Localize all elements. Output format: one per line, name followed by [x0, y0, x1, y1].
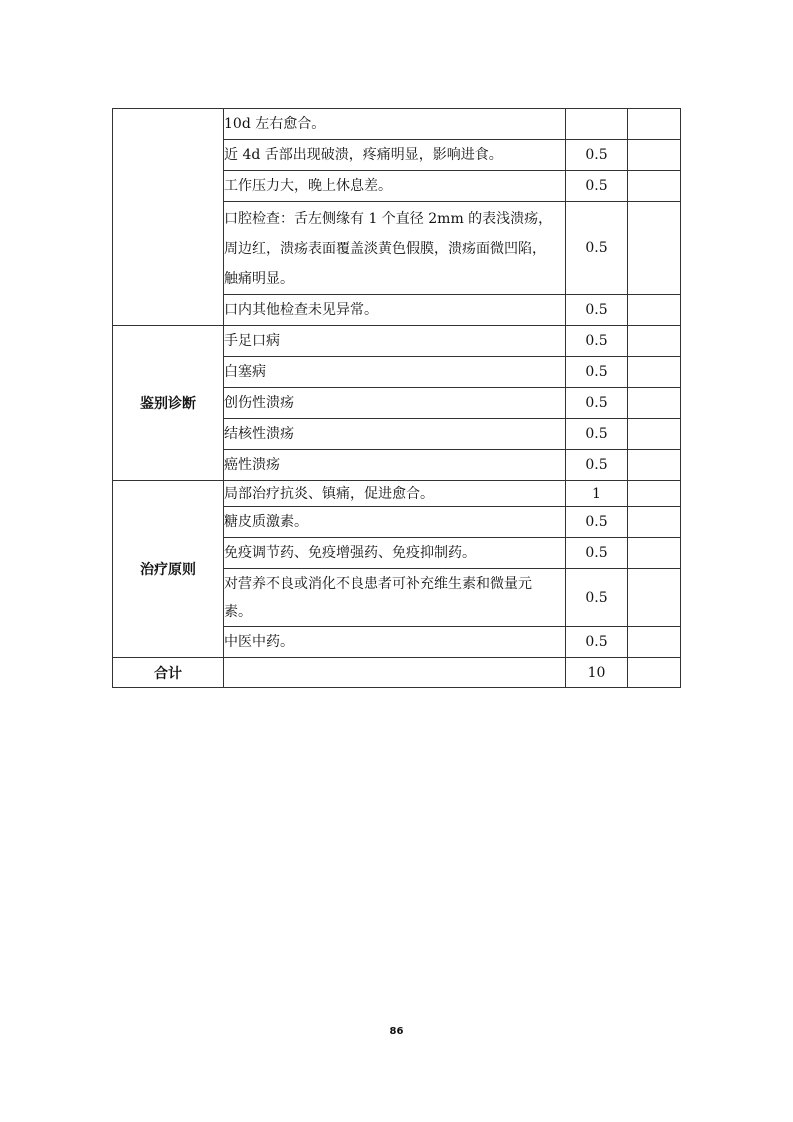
total-row — [113, 658, 681, 688]
item-score: 0.5 — [566, 326, 628, 357]
item-score: 0.5 — [566, 507, 628, 538]
item-score: 1 — [566, 481, 628, 507]
actual-score-cell — [628, 419, 681, 450]
section-title-treatment: 治疗原则 — [113, 481, 224, 658]
actual-score-cell — [628, 357, 681, 388]
actual-score-cell — [628, 109, 681, 140]
item-score: 0.5 — [566, 419, 628, 450]
actual-score-cell — [628, 202, 681, 295]
table-row — [113, 109, 681, 140]
actual-score-cell — [628, 140, 681, 171]
item-text: 中医中药。 — [224, 627, 566, 658]
total-label: 合计 — [113, 658, 224, 688]
item-score: 0.5 — [566, 295, 628, 326]
section-title-differential: 鉴别诊断 — [113, 326, 224, 481]
item-text: 癌性溃疡 — [224, 450, 566, 481]
item-score: 0.5 — [566, 569, 628, 627]
item-text: 糖皮质激素。 — [224, 507, 566, 538]
total-score: 10 — [566, 658, 628, 688]
item-text: 口腔检查：舌左侧缘有 1 个直径 2mm 的表浅溃疡，周边红，溃疡表面覆盖淡黄色假膜，溃疡面微凹陷，触痛明显。 — [224, 202, 566, 295]
item-score: 0.5 — [566, 450, 628, 481]
actual-score-cell — [628, 326, 681, 357]
actual-score-cell — [628, 388, 681, 419]
actual-score-cell — [628, 569, 681, 627]
actual-score-cell — [628, 627, 681, 658]
actual-score-cell — [628, 481, 681, 507]
item-text: 结核性溃疡 — [224, 419, 566, 450]
item-score: 0.5 — [566, 357, 628, 388]
item-score: 0.5 — [566, 538, 628, 569]
item-text: 对营养不良或消化不良患者可补充维生素和微量元素。 — [224, 569, 566, 627]
item-text: 免疫调节药、免疫增强药、免疫抑制药。 — [224, 538, 566, 569]
item-score: 0.5 — [566, 171, 628, 202]
item-text: 局部治疗抗炎、镇痛，促进愈合。 — [224, 481, 566, 507]
actual-score-cell — [628, 450, 681, 481]
table-row — [113, 481, 681, 507]
item-text: 10d 左右愈合。 — [224, 109, 566, 140]
table-row — [113, 326, 681, 357]
item-text: 手足口病 — [224, 326, 566, 357]
actual-score-cell — [628, 171, 681, 202]
scoring-table — [112, 108, 681, 688]
item-text: 近 4d 舌部出现破溃，疼痛明显，影响进食。 — [224, 140, 566, 171]
actual-score-cell — [628, 295, 681, 326]
actual-score-cell — [628, 658, 681, 688]
item-score: 0.5 — [566, 627, 628, 658]
item-text: 创伤性溃疡 — [224, 388, 566, 419]
item-score: 0.5 — [566, 140, 628, 171]
item-text: 工作压力大，晚上休息差。 — [224, 171, 566, 202]
actual-score-cell — [628, 507, 681, 538]
page-number: 86 — [389, 1026, 404, 1037]
item-score: 0.5 — [566, 388, 628, 419]
item-text: 白塞病 — [224, 357, 566, 388]
item-score — [566, 109, 628, 140]
total-blank — [224, 658, 566, 688]
item-text: 口内其他检查未见异常。 — [224, 295, 566, 326]
item-score: 0.5 — [566, 202, 628, 295]
section-cell-continued — [113, 109, 224, 326]
actual-score-cell — [628, 538, 681, 569]
